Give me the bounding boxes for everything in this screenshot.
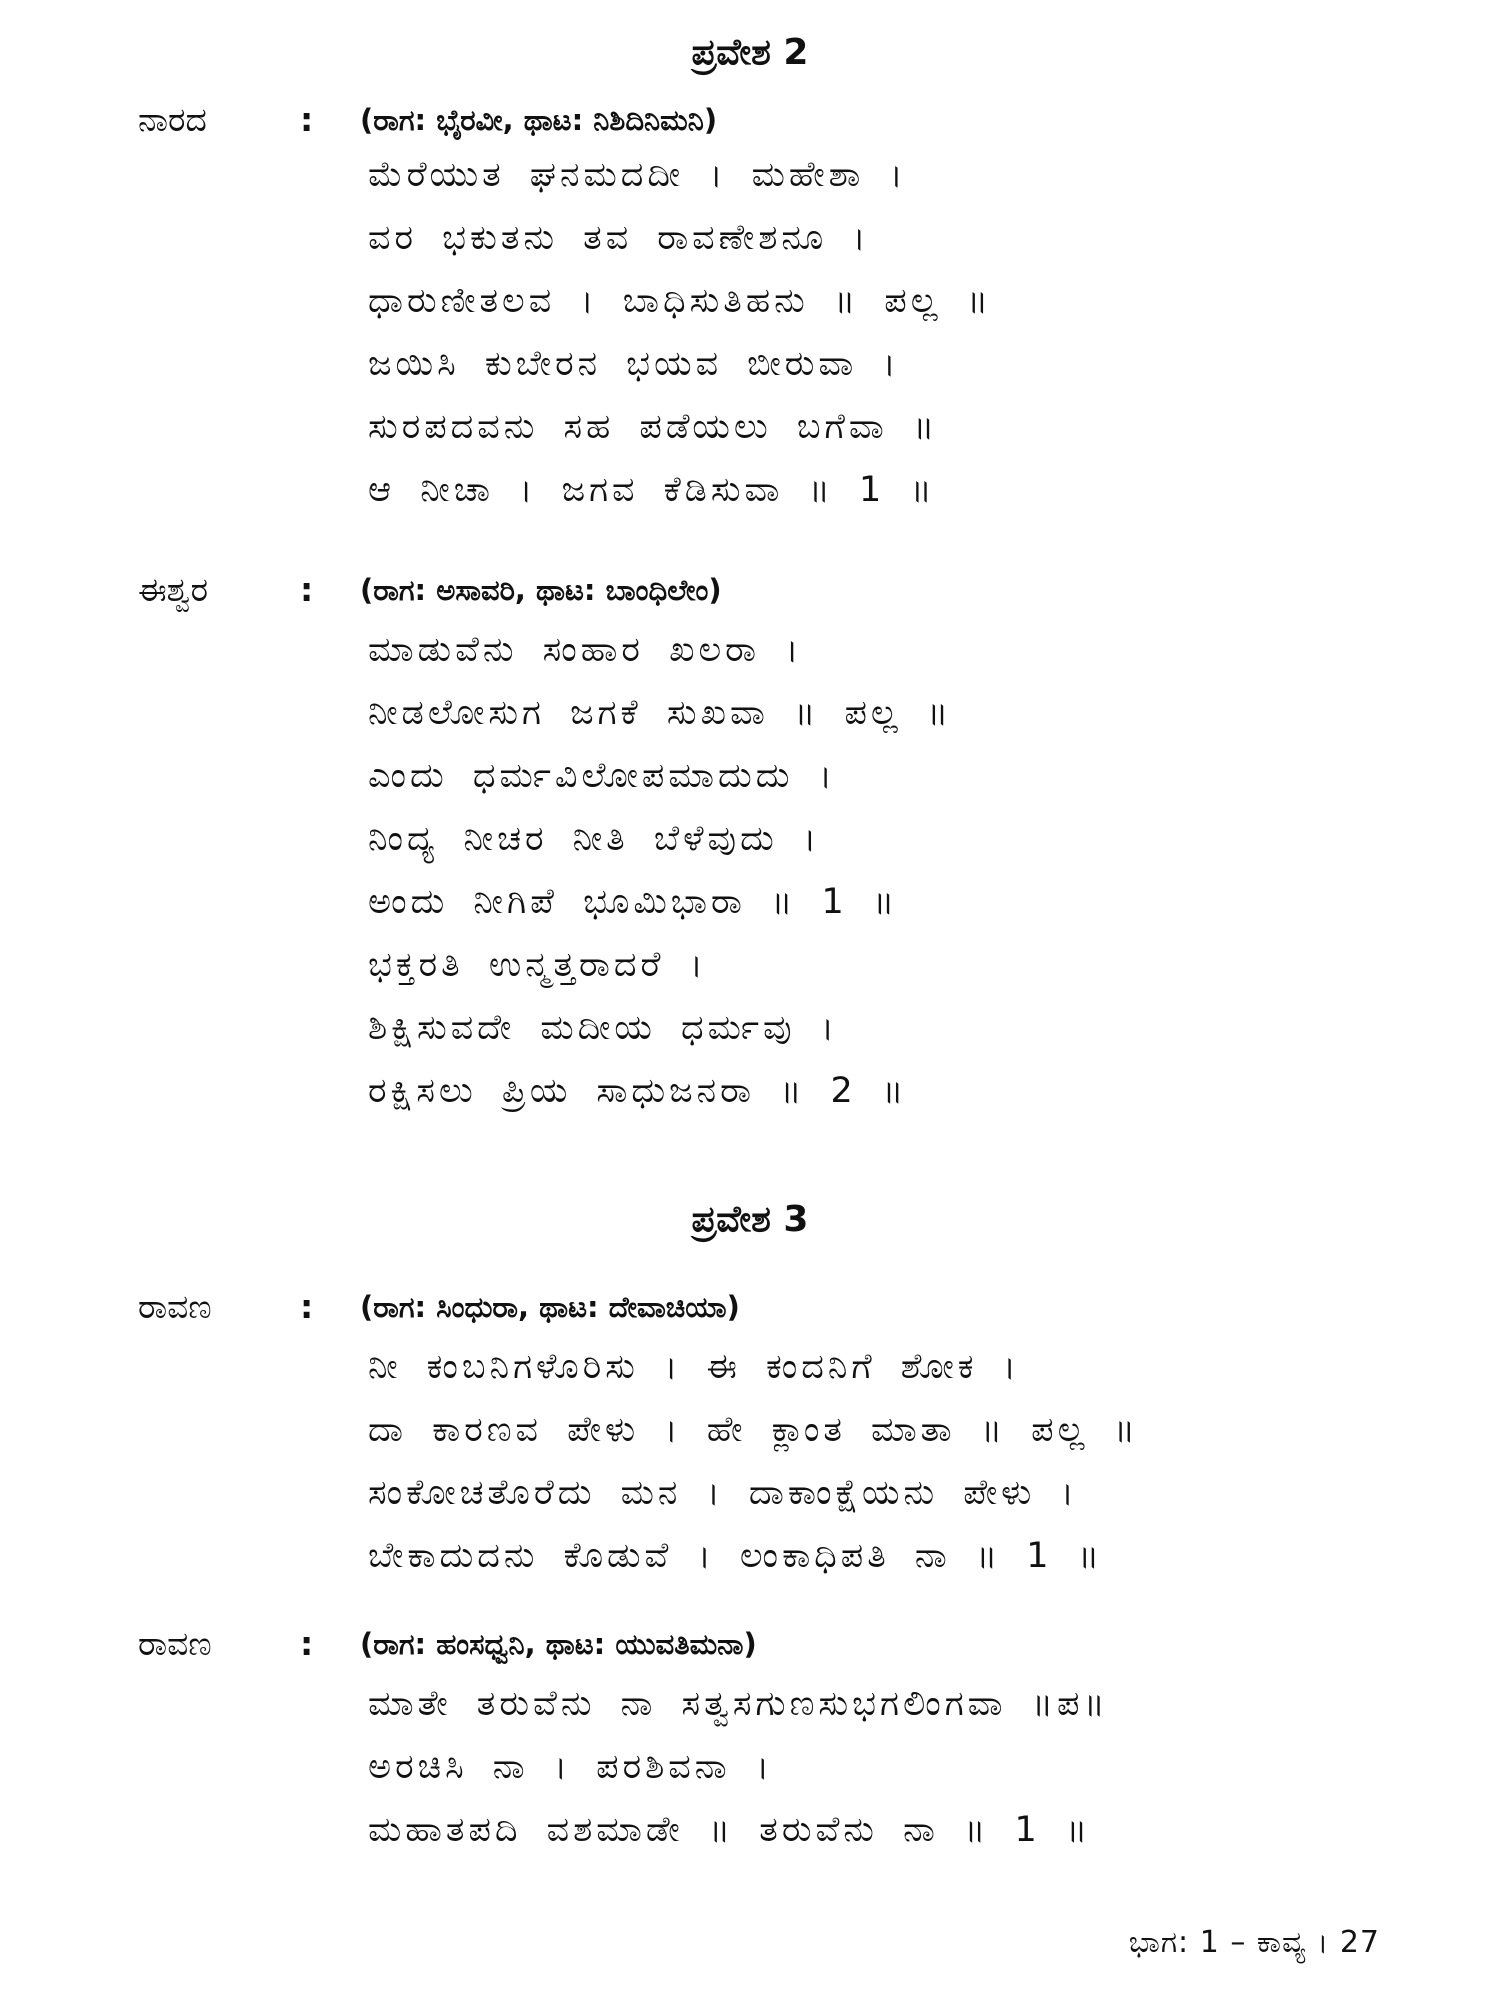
verse-line: ಆ ನೀಚಾ । ಜಗವ ಕೆಡಿಸುವಾ ॥ 1 ॥ — [368, 470, 936, 510]
speaker-name: ನಾರದ — [138, 100, 207, 139]
verse-line: ಭಕ್ತರತಿ ಉನ್ಮತ್ತರಾದರೆ । — [368, 945, 707, 985]
verse-block — [368, 1336, 1139, 1588]
speaker-name: ಈಶ್ವರ — [138, 570, 209, 609]
verse-block — [368, 144, 992, 522]
verse-line: ಜಯಿಸಿ ಕುಬೇರನ ಭಯವ ಬೀರುವಾ । — [368, 344, 900, 384]
speaker-colon: : — [300, 100, 314, 139]
verse-line: ಮೆರೆಯುತ ಘನಮದದೀ । ಮಹೇಶಾ । — [368, 155, 907, 195]
verse-line: ಸಂಕೋಚತೊರೆದು ಮನ । ದಾಕಾಂಕ್ಷೆಯನು ಪೇಳು । — [368, 1473, 1078, 1513]
verse-line: ಎಂದು ಧರ್ಮವಿಲೋಪಮಾದುದು । — [368, 756, 836, 796]
verse-line: ಮಹಾತಪದಿ ವಶಮಾಡೇ ॥ ತರುವೆನು ನಾ ॥ 1 ॥ — [368, 1810, 1092, 1850]
verse-line: ಶಿಕ್ಷಿಸುವದೇ ಮದೀಯ ಧರ್ಮವು । — [368, 1008, 838, 1048]
verse-line: ನಿಂದ್ಯ ನೀಚರ ನೀತಿ ಬೆಳೆವುದು । — [368, 819, 821, 859]
speaker-colon: : — [300, 570, 314, 609]
speaker-name: ರಾವಣ — [138, 1287, 212, 1326]
verse-line: ನೀ ಕಂಬನಿಗಳೊರಿಸು । ಈ ಕಂದನಿಗೆ ಶೋಕ । — [368, 1347, 1020, 1387]
speaker-colon: : — [300, 1287, 314, 1326]
scene-title: ಪ್ರವೇಶ 3 — [691, 1199, 809, 1240]
verse-line: ರಕ್ಷಿಸಲು ಪ್ರಿಯ ಸಾಧುಜನರಾ ॥ 2 ॥ — [368, 1071, 908, 1111]
raga-heading: (ರಾಗ: ಭೈರವೀ, ಥಾಟ: ನಿಶಿದಿನಿಮನಿ) — [360, 103, 718, 137]
raga-heading: (ರಾಗ: ಅಸಾವರಿ, ಥಾಟ: ಬಾಂಧಿಲೇಂ) — [360, 573, 722, 607]
verse-line: ವರ ಭಕುತನು ತವ ರಾವಣೇಶನೂ । — [368, 218, 870, 258]
raga-heading: (ರಾಗ: ಹಂಸಧ್ವನಿ, ಥಾಟ: ಯುವತಿಮನಾ) — [360, 1627, 757, 1661]
verse-block — [368, 619, 952, 1123]
verse-line: ಸುರಪದವನು ಸಹ ಪಡೆಯಲು ಬಗೆವಾ ॥ — [368, 407, 939, 447]
page-footer: ಭಾಗ: 1 – ಕಾವ್ಯ । 27 — [1128, 1925, 1380, 1960]
verse-line: ಅಂದು ನೀಗಿಪೆ ಭೂಮಿಭಾರಾ ॥ 1 ॥ — [368, 882, 899, 922]
verse-line: ಮಾತೇ ತರುವೆನು ನಾ ಸತ್ವಸಗುಣಸುಭಗಲಿಂಗವಾ ॥ಪ॥ — [368, 1684, 1109, 1724]
verse-block — [368, 1673, 1109, 1862]
verse-line: ಅರಚಿಸಿ ನಾ । ಪರಶಿವನಾ । — [368, 1747, 774, 1787]
scene-title: ಪ್ರವೇಶ 2 — [691, 32, 809, 73]
raga-heading: (ರಾಗ: ಸಿಂಧುರಾ, ಥಾಟ: ದೇವಾಚಿಯಾ) — [360, 1290, 740, 1324]
verse-line: ಧಾರುಣೀತಲವ । ಬಾಧಿಸುತಿಹನು ॥ ಪಲ್ಲ ॥ — [368, 281, 993, 321]
speaker-name: ರಾವಣ — [138, 1624, 212, 1663]
verse-line: ನೀಡಲೋಸುಗ ಜಗಕೆ ಸುಖವಾ ॥ ಪಲ್ಲ ॥ — [368, 693, 953, 733]
verse-line: ಬೇಕಾದುದನು ಕೊಡುವೆ । ಲಂಕಾಧಿಪತಿ ನಾ ॥ 1 ॥ — [368, 1536, 1104, 1576]
verse-line: ಮಾಡುವೆನು ಸಂಹಾರ ಖಲರಾ । — [368, 630, 803, 670]
speaker-colon: : — [300, 1624, 314, 1663]
verse-line: ದಾ ಕಾರಣವ ಪೇಳು । ಹೇ ಕ್ಲಾಂತ ಮಾತಾ ॥ ಪಲ್ಲ ॥ — [368, 1410, 1139, 1450]
